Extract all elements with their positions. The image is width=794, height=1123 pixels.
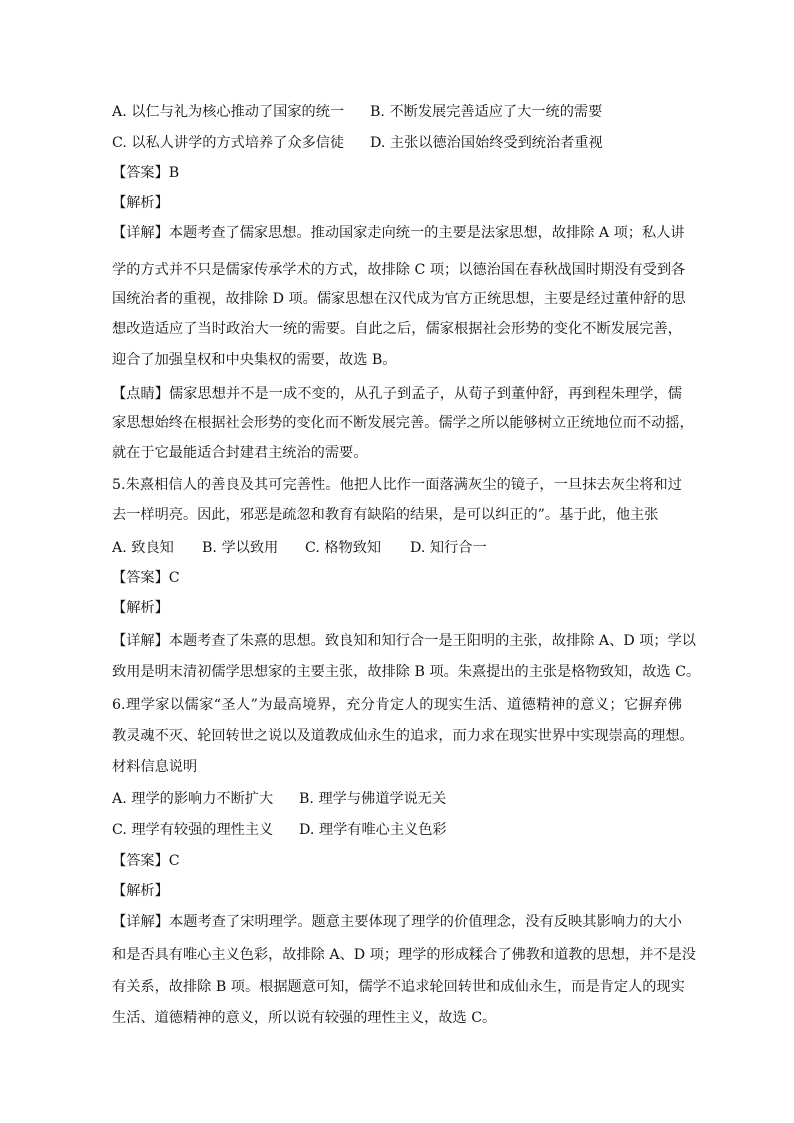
q6-detail-line: 【详解】本题考查了宋明理学。题意主要体现了理学的价值理念，没有反映其影响力的大小 xyxy=(112,914,682,930)
q4-option-c: C. 以私人讲学的方式培养了众多信徒 xyxy=(112,135,345,151)
q6-detail-line: 和是否具有唯心主义色彩，故排除 A、D 项；理学的形成糅合了佛教和道教的思想，并不是没 xyxy=(112,947,696,963)
q4-option-b: B. 不断发展完善适应了大一统的需要 xyxy=(370,104,603,120)
q5-answer: 【答案】C xyxy=(112,570,180,586)
q6-detail-line: 有关系，故排除 B 项。根据题意可知，儒学不追求轮回转世和成仙永生，而是肯定人的现实 xyxy=(112,979,685,995)
q4-answer: 【答案】B xyxy=(112,165,180,181)
q5-options xyxy=(112,538,487,558)
q6-stem-line: 材料信息说明 xyxy=(112,759,198,775)
q6-detail-line: 生活、道德精神的意义，所以说有较强的理性主义，故选 C。 xyxy=(112,1010,497,1026)
q4-detail-line: 迎合了加强皇权和中央集权的需要，故选 B。 xyxy=(112,352,397,368)
q4-detail-line: 国统治者的重视，故排除 D 项。儒家思想在汉代成为官方正统思想，主要是经过董仲舒的思 xyxy=(112,291,686,307)
q5-analysis-label: 【解析】 xyxy=(112,600,169,616)
q4-options-row2 xyxy=(112,133,603,153)
q4-option-a: A. 以仁与礼为核心推动了国家的统一 xyxy=(112,104,345,120)
q5-detail-line: 【详解】本题考查了朱熹的思想。致良知和知行合一是王阳明的主张，故排除 A、D 项；学以 xyxy=(112,633,696,649)
q5-option-b: B. 学以致用 xyxy=(202,540,279,556)
q6-options-row2 xyxy=(112,820,447,840)
q6-stem-line: 教灵魂不灭、轮回转世之说以及道教成仙永生的追求，而力求在现实世界中实现崇高的理想。 xyxy=(112,728,694,744)
q5-option-a: A. 致良知 xyxy=(112,540,174,556)
q4-analysis-label: 【解析】 xyxy=(112,195,169,211)
q4-detail-line: 学的方式并不只是儒家传承学术的方式，故排除 C 项；以德治国在春秋战国时期没有受到各 xyxy=(112,262,686,278)
q6-option-b: B. 理学与佛道学说无关 xyxy=(299,791,447,807)
q5-stem-line: 5.朱熹相信人的善良及其可完善性。他把人比作一面落满灰尘的镜子，一旦抹去灰尘将和过 xyxy=(112,477,682,493)
q4-detail-line: 【详解】本题考查了儒家思想。推动国家走向统一的主要是法家思想，故排除 A 项；私人讲 xyxy=(112,225,685,241)
q5-option-c: C. 格物致知 xyxy=(305,540,382,556)
q6-answer: 【答案】C xyxy=(112,853,180,869)
q4-detail-line: 想改造适应了当时政治大一统的需要。自此之后，儒家根据社会形势的变化不断发展完善， xyxy=(112,321,682,337)
q6-stem-line: 6.理学家以儒家“圣人”为最高境界，充分肯定人的现实生活、道德精神的意义；它摒弃佛 xyxy=(112,697,682,713)
q4-options-row1 xyxy=(112,102,602,122)
q5-stem-line: 去一样明亮。因此，邪恶是疏忽和教育有缺陷的结果，是可以纠正的”。基于此，他主张 xyxy=(112,507,659,523)
q6-options-row1 xyxy=(112,789,446,809)
q5-option-d: D. 知行合一 xyxy=(410,540,487,556)
q6-option-d: D. 理学有唯心主义色彩 xyxy=(299,822,447,838)
q6-option-a: A. 理学的影响力不断扩大 xyxy=(112,791,274,807)
q4-option-d: D. 主张以德治国始终受到统治者重视 xyxy=(370,135,603,151)
q4-comment-line: 就在于它最能适合封建君主统治的需要。 xyxy=(112,445,368,461)
q6-option-c: C. 理学有较强的理性主义 xyxy=(112,822,274,838)
q6-analysis-label: 【解析】 xyxy=(112,883,169,899)
q4-comment-line: 家思想始终在根据社会形势的变化而不断发展完善。儒学之所以能够树立正统地位而不动摇， xyxy=(112,415,694,431)
q4-comment-line: 【点睛】儒家思想并不是一成不变的，从孔子到孟子，从荀子到董仲舒，再到程朱理学，儒 xyxy=(112,386,682,402)
q5-detail-line: 致用是明末清初儒学思想家的主要主张，故排除 B 项。朱熹提出的主张是格物致知，故选 C。 xyxy=(112,664,701,680)
